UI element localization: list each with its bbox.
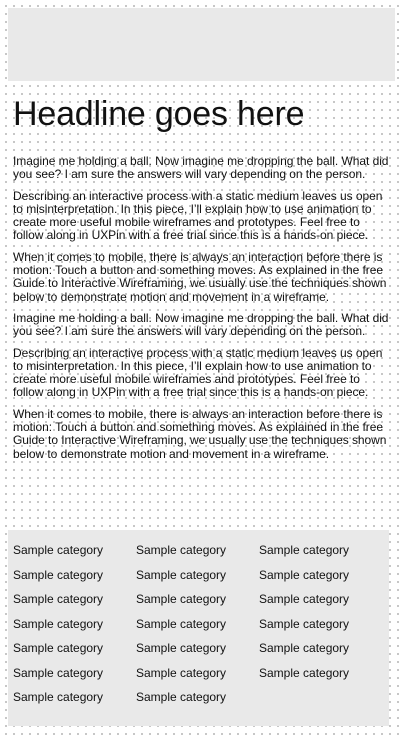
category-link[interactable]: Sample category bbox=[136, 665, 227, 680]
article-body bbox=[13, 155, 393, 469]
article-paragraph: Imagine me holding a ball. Now imagine me dropping the ball. What did you see? I am sure the answers will vary depending on the person. bbox=[13, 310, 389, 339]
article-paragraph: When it comes to mobile, there is always an interaction before there is motion: Touch a button and something moves. As explained in the free Guide to Interactive Wireframing, we usually use the techniques shown below to demonstrate motion and movement in a wireframe. bbox=[13, 249, 387, 304]
category-link[interactable]: Sample category bbox=[259, 543, 350, 557]
article-paragraph: Describing an interactive process with a static medium leaves us open to misinterpretation. In this piece, I’ll explain how to use animation to create more useful mobile wireframes and prototypes. Feel free to follow along in UXPin with a free trial since this is a hands-on piece. bbox=[13, 345, 383, 400]
category-link[interactable]: Sample category bbox=[13, 543, 104, 557]
article-paragraph: Imagine me holding a ball. Now imagine me dropping the ball. What did you see? I am sure the answers will vary depending on the person. bbox=[13, 154, 389, 182]
category-link[interactable]: Sample category bbox=[13, 665, 104, 680]
category-link[interactable]: Sample category bbox=[259, 665, 350, 680]
category-link[interactable]: Sample category bbox=[136, 543, 227, 557]
header-image-placeholder bbox=[8, 8, 395, 81]
category-link[interactable]: Sample category bbox=[13, 641, 104, 655]
article-paragraph: Describing an interactive process with a static medium leaves us open to misinterpretation. In this piece, I’ll explain how to use animation to create more useful mobile wireframes and prototypes. Feel free to follow along in UXPin with a free trial since this is a hands-on piece. bbox=[13, 188, 383, 243]
category-link[interactable]: Sample category bbox=[13, 567, 104, 582]
category-link[interactable]: Sample category bbox=[259, 616, 350, 631]
category-link[interactable]: Sample category bbox=[136, 592, 227, 606]
category-link[interactable]: Sample category bbox=[136, 616, 227, 631]
page-headline: Headline goes here bbox=[13, 95, 305, 133]
category-link[interactable]: Sample category bbox=[136, 641, 227, 655]
category-link[interactable]: Sample category bbox=[259, 567, 350, 582]
category-link[interactable]: Sample category bbox=[259, 592, 350, 606]
category-link[interactable]: Sample category bbox=[13, 616, 104, 631]
category-link[interactable]: Sample category bbox=[13, 592, 104, 606]
category-link[interactable]: Sample category bbox=[136, 567, 227, 582]
category-link[interactable]: Sample category bbox=[136, 690, 227, 704]
category-link[interactable]: Sample category bbox=[259, 641, 350, 655]
category-list-panel bbox=[8, 530, 389, 726]
category-grid bbox=[13, 543, 382, 715]
category-link[interactable]: Sample category bbox=[13, 690, 104, 704]
article-paragraph: When it comes to mobile, there is always an interaction before there is motion: Touch a button and something moves. As explained in the free Guide to Interactive Wireframing, we usually use the techniques shown below to demonstrate motion and movement in a wireframe. bbox=[13, 406, 387, 461]
